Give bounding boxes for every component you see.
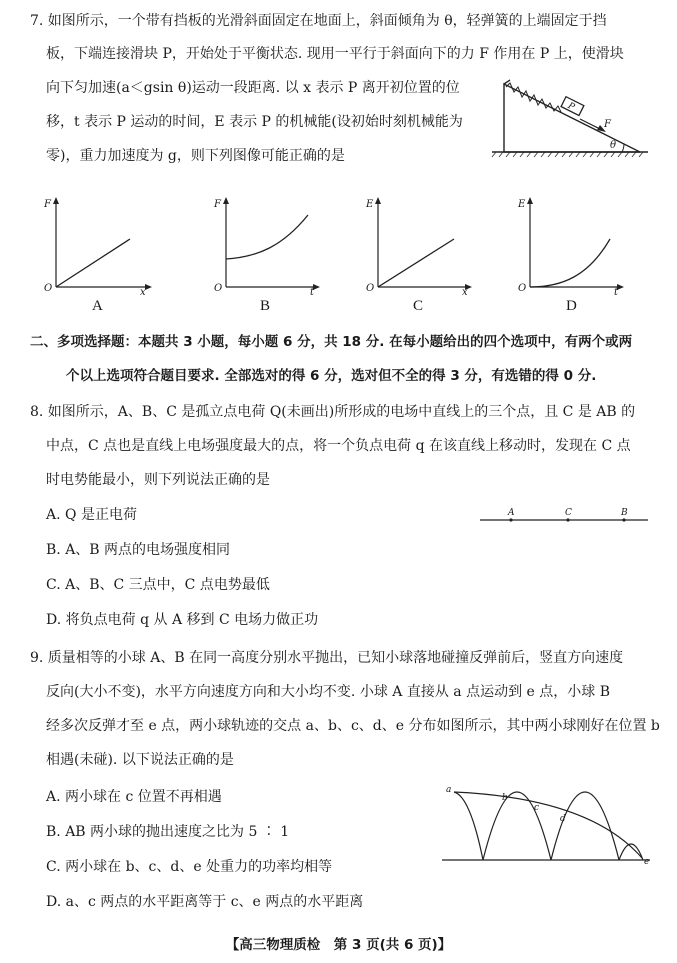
q8-line-3: 时电势能最小，则下列说法正确的是 [46,472,270,488]
q8-option-b: B. A、B 两点的电场强度相同 [46,542,231,558]
graph-d [516,195,636,298]
q7-line-3: 向下匀加速(a＜gsin θ)运动一段距离. 以 x 表示 P 离开初位置的位 [46,80,460,96]
graph-c-origin: O [366,283,375,294]
q8-option-c: C. A、B、C 三点中，C 点电势最低 [46,577,270,593]
graph-a [40,195,160,298]
q9-line-1: 9. 质量相等的小球 A、B 在同一高度分别水平抛出，已知小球落地碰撞反弹前后，竖直方向速度 [30,650,624,666]
angle-label-theta: θ [610,140,617,151]
graph-c-xlabel: x [462,287,468,298]
block-label-p: P [565,101,576,113]
q7-line-5: 零)，重力加速度为 g，则下列图像可能正确的是 [46,148,345,164]
q9-line-2: 反向(大小不变)，水平方向速度方向和大小均不变. 小球 A 直接从 a 点运动到 e 点，小球 B [46,684,611,700]
graph-a-origin: O [44,283,53,294]
point-label-c: C [565,508,572,518]
graph-c-ylabel: E [366,199,374,210]
section2-line-1: 二、多项选择题：本题共 3 小题，每小题 6 分，共 18 分. 在每小题给出的四个选项中，有两个或两 [30,334,633,350]
graph-c-option: C [413,298,424,314]
graph-b-xlabel: t [310,287,315,298]
graph-a-xlabel: x [140,287,146,298]
q8-line-figure [480,506,650,530]
traj-label-c: c [534,803,540,813]
q9-line-4: 相遇(未碰). 以下说法正确的是 [46,752,234,768]
q7-line-2: 板，下端连接滑块 P，开始处于平衡状态. 现用一平行于斜面向下的力 F 作用在 P 上，使滑块 [46,46,624,62]
section2-line-2: 个以上选项符合题目要求. 全部选对的得 6 分，选对但不全的得 3 分，有选错的得 0 分. [66,368,597,384]
page-footer: 【高三物理质检 第 3 页(共 6 页)】 [225,937,452,953]
q8-option-a: A. Q 是正电荷 [46,507,137,523]
graph-a-ylabel: F [44,199,51,210]
traj-label-e: e [644,857,650,867]
graph-b-option: B [260,298,271,314]
q9-option-b: B. AB 两小球的抛出速度之比为 5 ∶ 1 [46,824,290,840]
graph-a-option: A [92,298,103,314]
incline-figure [490,78,650,158]
graph-d-option: D [566,298,577,314]
q8-line-2: 中点，C 点也是直线上电场强度最大的点，将一个负点电荷 q 在该直线上移动时，发现在 C 点 [46,438,631,454]
traj-label-b: b [502,793,508,803]
traj-label-d: d [560,814,566,824]
graph-d-origin: O [518,283,527,294]
q7-line-4: 移，t 表示 P 运动的时间，E 表示 P 的机械能(设初始时刻机械能为 [46,114,463,130]
graph-c [364,195,484,298]
q9-trajectory-figure [440,782,656,866]
graph-d-ylabel: E [518,199,526,210]
q8-option-d: D. 将负点电荷 q 从 A 移到 C 电场力做正功 [46,612,319,628]
force-label-f: F [604,119,611,130]
point-label-a: A [508,508,515,518]
point-label-b: B [621,508,628,518]
q7-line-1: 7. 如图所示，一个带有挡板的光滑斜面固定在地面上，斜面倾角为 θ，轻弹簧的上端固定于挡 [30,13,607,29]
graph-b-origin: O [214,283,223,294]
traj-label-a: a [446,785,452,795]
graph-b-ylabel: F [214,199,221,210]
q9-option-c: C. 两小球在 b、c、d、e 处重力的功率均相等 [46,859,333,875]
graph-b [212,195,332,298]
q9-line-3: 经多次反弹才至 e 点，两小球轨迹的交点 a、b、c、d、e 分布如图所示，其中两小球刚好在位置 b [46,718,660,734]
q8-line-1: 8. 如图所示，A、B、C 是孤立点电荷 Q(未画出)所形成的电场中直线上的三个点，且 C 是 AB 的 [30,404,636,420]
q9-option-a: A. 两小球在 c 位置不再相遇 [46,789,222,805]
q9-option-d: D. a、c 两点的水平距离等于 c、e 两点的水平距离 [46,894,364,910]
graph-d-xlabel: t [614,287,619,298]
